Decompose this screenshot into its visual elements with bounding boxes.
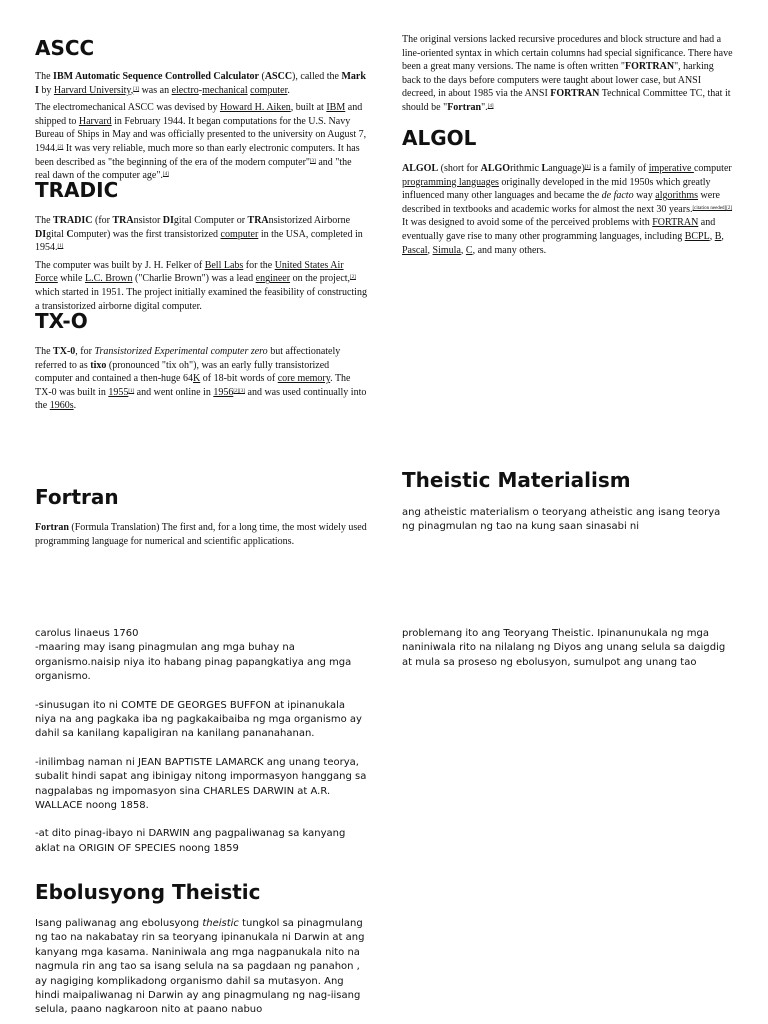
text-run: on the project, (290, 273, 351, 285)
text-run: in the USA, completed in 1954. (35, 228, 363, 254)
text-run: gital (46, 228, 67, 240)
citation-link[interactable]: [2][3] (233, 388, 245, 394)
term-bold: DI (162, 215, 174, 226)
text-run: for the (243, 259, 275, 271)
citation-link[interactable]: [2] (350, 275, 356, 281)
text-run: The original versions lacked recursive procedures and block structure and had a line-oriented syntax in which certain columns had special significance. There have been a great many versions. The name is often written " (402, 34, 733, 73)
citation-link[interactable]: [1] (128, 388, 135, 394)
term-bold: FORTRAN (550, 88, 600, 100)
theistic-materialism-paragraph: ang atheistic materialism o teoryang atheistic ang isang teorya ng pinagmulan ng tao na kung saan sinasabi ni (402, 507, 721, 533)
link-k[interactable]: K (193, 373, 201, 385)
term-bold: ALGOL (402, 163, 439, 174)
text-run: by (38, 84, 54, 96)
term-italic: Transistorized Experimental computer zero (94, 346, 268, 357)
tradic-paragraph-2 (35, 259, 367, 313)
link-simula[interactable]: Simula (432, 244, 461, 256)
citation-link[interactable]: [1] (57, 244, 64, 250)
text-run: and "the real dawn of the computer age". (35, 156, 352, 182)
text-run: - (198, 84, 203, 96)
tradic-paragraph-1 (35, 214, 367, 255)
text-run: The electromechanical ASCC was devised by (35, 102, 220, 114)
link-bell-labs[interactable]: Bell Labs (204, 259, 244, 271)
citation-needed-link[interactable]: [citation needed] (692, 205, 727, 211)
text-run: ", harking back to the days before computers were taught about lower case, but ANSI decreed, in about 1985 via the ANSI (402, 61, 714, 100)
link-engineer[interactable]: engineer (255, 273, 291, 285)
text-run: The (35, 346, 54, 357)
link-1955[interactable]: 1955 (108, 386, 129, 398)
text-run: anguage) (548, 163, 585, 174)
link-1960s[interactable]: 1960s (49, 400, 74, 412)
algol-heading: ALGOL (402, 126, 477, 150)
term-bold: L (541, 163, 549, 174)
text-run: and was used continually into the (35, 386, 367, 412)
link-computer[interactable]: computer (250, 84, 288, 96)
text-run: of 18-bit words of (200, 373, 278, 385)
linaeus-section (35, 627, 367, 856)
text-run: and shipped to (35, 102, 363, 127)
algol-paragraph-1 (402, 162, 734, 257)
lamarck-paragraph: -inilimbag naman ni JEAN BAPTISTE LAMARCK ang unang teorya, subalit hindi sapat ang ibinigay nitong impormasyon hanggang sa nagpalabas ng impomasyon sina CHARLES DARWIN at A.R. WALLACE noong 1858. (35, 756, 367, 812)
buffon-paragraph: -sinusugan ito ni COMTE DE GEORGES BUFFON at ipinanukala niya na ang pagkaka iba ng pagkakaibaiba ng mga organismo ay dahil sa kanilang kapaligiran na kanilang pananahanan. (35, 699, 362, 740)
txo-paragraph-1 (35, 345, 367, 413)
fortran-continuation-paragraph (402, 33, 734, 115)
text-run: The computer was built by J. H. Felker of (35, 259, 205, 271)
linaeus-paragraph: carolus linaeus 1760 -maaring may isang pinagmulan ang mga buhay na organismo.naisip niya ito habang pinag papangkatiya ang mga organismo. (35, 628, 352, 683)
fortran-paragraph-1 (35, 521, 367, 548)
term-bold: ALGO (480, 163, 511, 174)
text-run: Technical Committee TC, that it should be " (402, 88, 731, 113)
citation-link[interactable]: [3] (310, 158, 316, 164)
ascc-section (35, 36, 367, 187)
text-run: , built at (290, 102, 327, 114)
term-italic: de facto (601, 190, 634, 202)
link-b[interactable]: B (714, 230, 722, 242)
link-computer[interactable]: computer (220, 228, 259, 240)
txo-heading: TX-O (35, 309, 88, 333)
text-run: The (35, 215, 54, 226)
text-run: Isang paliwanag ang ebolusyong (35, 918, 203, 929)
ascc-paragraph-2 (35, 101, 367, 183)
link-imperative[interactable]: imperative (648, 163, 694, 174)
citation-link[interactable]: [1] (133, 86, 140, 92)
text-run: and eventually gave rise to many other programming languages, including (402, 217, 716, 242)
link-pascal[interactable]: Pascal (402, 244, 428, 256)
ascc-paragraph-1 (35, 70, 367, 97)
term-bold: Fortran (35, 522, 69, 533)
link-electro[interactable]: electro (171, 84, 199, 96)
term-bold: TRA (247, 215, 269, 226)
link-mechanical[interactable]: mechanical (202, 84, 248, 96)
text-run: in February 1944. It began computations for the U.S. Navy Bureau of Ships in May and was officially presented to the university on August 7, 1944. (35, 115, 367, 154)
link-programming-languages[interactable]: programming languages (402, 176, 499, 188)
term-bold: ASCC (264, 71, 293, 82)
link-ibm[interactable]: IBM (326, 102, 346, 114)
link-us-air-force[interactable]: United States Air Force (35, 259, 344, 285)
text-run: , (721, 230, 724, 242)
ebolusyong-theistic-heading: Ebolusyong Theistic (35, 880, 261, 904)
text-run: , (427, 244, 433, 256)
text-run: way (633, 190, 656, 202)
text-run: The (35, 71, 54, 82)
text-run: (Formula Translation) The first and, for a long time, the most widely used programming language for numerical and scientific applications. (35, 522, 367, 547)
text-run: , and many others. (472, 244, 547, 256)
citation-link[interactable]: [1] (584, 165, 591, 170)
term-bold: C (66, 228, 74, 240)
text-run: ("Charlie Brown") was a lead (132, 273, 256, 285)
ebolusyong-theistic-paragraph (35, 917, 367, 1018)
text-run: , (460, 244, 466, 256)
term-bold: Mark I (35, 71, 366, 96)
text-run: computer (693, 163, 732, 174)
algol-section (402, 126, 734, 261)
citation-link[interactable]: [2] (57, 144, 64, 150)
citation-link[interactable]: [2] (726, 205, 733, 211)
text-run: ), called the (292, 71, 342, 82)
theistic-materialism-section (402, 468, 734, 535)
darwin-paragraph: -at dito pinag-ibayo ni DARWIN ang pagpaliwanag sa kanyang aklat na ORIGIN OF SPECIES noong 1859 (35, 828, 346, 854)
text-run: (pronounced "tix oh"), was an early fully transistorized computer and contained a then-huge 64 (35, 359, 330, 385)
link-1956[interactable]: 1956 (213, 386, 234, 398)
problemang-section (402, 627, 734, 670)
ascc-heading: ASCC (35, 36, 95, 60)
text-run: It was very reliable, much more so than early electronic computers. It has been described as "the beginning of the era of the modern computer" (35, 142, 360, 168)
text-run: (for (92, 215, 113, 226)
link-howard-aiken[interactable]: Howard H. Aiken (219, 102, 291, 114)
term-bold: TRADIC (53, 215, 93, 226)
term-italic: theistic (202, 918, 239, 929)
theistic-materialism-heading: Theistic Materialism (402, 468, 631, 492)
link-harvard[interactable]: Harvard (78, 115, 112, 127)
citation-link[interactable]: [4] (487, 103, 494, 109)
term-bold: TRA (112, 215, 134, 226)
text-run: while (57, 273, 85, 285)
text-run: originally developed in the mid 1950s which greatly influenced many other languages and became the (402, 176, 711, 202)
text-run: omputer) was the first transistorized (73, 228, 221, 240)
text-run: , (709, 230, 715, 242)
text-run: is a family of (590, 163, 649, 174)
text-run: . The TX-0 was built in (35, 373, 351, 398)
fortran-continuation-section (402, 33, 734, 119)
link-fortran[interactable]: FORTRAN (652, 217, 699, 229)
term-bold: Fortran (447, 101, 482, 113)
term-bold: FORTRAN (625, 61, 675, 73)
text-run: ( (258, 71, 265, 82)
tradic-section (35, 178, 367, 317)
text-run: ". (481, 101, 488, 113)
text-run: gital Computer or (173, 215, 248, 226)
text-run: and went online in (134, 386, 214, 398)
link-harvard-university[interactable]: Harvard University, (53, 84, 134, 96)
text-run: but affectionately referred to as (35, 346, 341, 371)
text-run: , for (75, 346, 95, 357)
text-run: were described in textbooks and academic works for almost the next 30 years. (402, 190, 720, 215)
text-run: It was designed to avoid some of the perceived problems with (402, 217, 653, 229)
text-run: was an (139, 84, 172, 96)
link-bcpl[interactable]: BCPL (684, 230, 710, 242)
problemang-paragraph: problemang ito ang Teoryang Theistic. Ipinanunukala ng mga naniniwala rito na nilalang ng Diyos ang unang selula sa daigdig at mula sa proseso ng ebolusyon, sumulpot ang unang tao (402, 628, 726, 668)
term-bold: tixo (90, 359, 107, 371)
link-lc-brown[interactable]: L.C. Brown (85, 273, 133, 285)
link-algorithms[interactable]: algorithms (655, 190, 699, 202)
fortran-heading: Fortran (35, 485, 119, 509)
text-run: nsistorized Airborne (268, 215, 351, 226)
citation-link[interactable]: [4] (162, 172, 169, 178)
text-run: which started in 1951. The project initially examined the feasibility of constructing a transistorized airborne digital computer. (35, 286, 367, 312)
text-run: nsistor (133, 215, 163, 226)
tradic-heading: TRADIC (35, 178, 119, 202)
text-run: . (73, 400, 77, 412)
text-run: tungkol sa pinagmulang ng tao na nakabatay rin sa teoryang ipinanukala ni Darwin at ang kanyang mga kasama. Naniniwala ang mga nagpanukala nito na nagmula rin ang tao sa isang selula na sa pagdaan ng panahon , ay nagiging komplikadong organismo dahil sa mutasyon. Ang hindi maipaliwanag ni Darwin ay ang pinagmulang ng nag-iisang selula, paano nagkaroon nito at paano nabuo (35, 918, 365, 1016)
term-bold: DI (35, 228, 47, 240)
term-bold: TX-0 (53, 346, 76, 357)
fortran-section (35, 485, 367, 552)
text-run: . (287, 84, 290, 96)
term-bold: IBM Automatic Sequence Controlled Calculator (53, 71, 259, 82)
link-core-memory[interactable]: core memory (277, 373, 331, 385)
link-c[interactable]: C (465, 244, 473, 256)
text-run: rithmic (510, 163, 542, 174)
ebolusyong-theistic-section (35, 880, 367, 1024)
txo-section (35, 309, 367, 417)
text-run: (short for (438, 163, 481, 174)
